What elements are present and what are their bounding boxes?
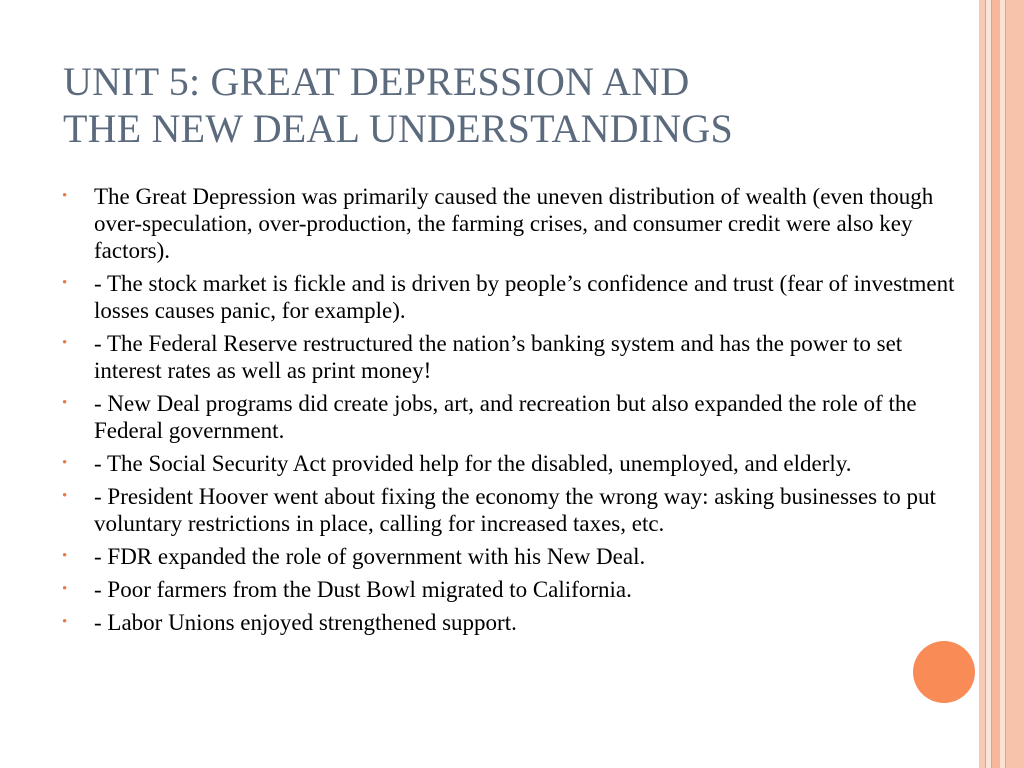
bullet-list xyxy=(60,183,960,642)
bullet-item xyxy=(60,183,960,264)
edge-divider xyxy=(991,0,992,768)
slide-title xyxy=(63,58,943,152)
bullet-dot-icon: • xyxy=(62,548,68,564)
bullet-dot-icon: • xyxy=(62,275,68,291)
bullet-text: - Labor Unions enjoyed strengthened support. xyxy=(94,610,517,635)
bullet-item xyxy=(60,543,960,570)
slide-title-line-1: UNIT 5: GREAT DEPRESSION AND xyxy=(63,59,690,104)
bullet-text: - The Social Security Act provided help for the disabled, unemployed, and elderly. xyxy=(94,451,852,476)
bullet-item xyxy=(60,483,960,537)
bullet-text: - President Hoover went about fixing the economy the wrong way: asking businesses to put voluntary restrictions in place, calling for increased taxes, etc. xyxy=(94,484,936,536)
accent-circle xyxy=(913,641,975,703)
bullet-item xyxy=(60,330,960,384)
slide-title-line-2: THE NEW DEAL UNDERSTANDINGS xyxy=(63,106,733,151)
bullet-item xyxy=(60,576,960,603)
bullet-dot-icon: • xyxy=(62,335,68,351)
bullet-text: - The Federal Reserve restructured the nation’s banking system and has the power to set interest rates as well as print money! xyxy=(94,331,903,383)
bullet-text: - The stock market is fickle and is driven by people’s confidence and trust (fear of investment losses causes panic, for example). xyxy=(94,271,955,323)
bullet-dot-icon: • xyxy=(62,395,68,411)
edge-divider xyxy=(1005,0,1006,768)
bullet-item xyxy=(60,450,960,477)
bullet-text: - FDR expanded the role of government with his New Deal. xyxy=(94,544,646,569)
bullet-text: - New Deal programs did create jobs, art, and recreation but also expanded the role of the Federal government. xyxy=(94,391,917,443)
bullet-dot-icon: • xyxy=(62,188,68,204)
edge-divider xyxy=(985,0,986,768)
bullet-text: The Great Depression was primarily caused the uneven distribution of wealth (even though over-speculation, over-production, the farming crises, and consumer credit were also key factors). xyxy=(94,184,934,263)
bullet-dot-icon: • xyxy=(62,614,68,630)
edge-stripe xyxy=(1006,0,1024,768)
bullet-dot-icon: • xyxy=(62,581,68,597)
bullet-item xyxy=(60,270,960,324)
edge-stripe xyxy=(992,0,1000,768)
bullet-item xyxy=(60,609,960,636)
bullet-item xyxy=(60,390,960,444)
bullet-text: - Poor farmers from the Dust Bowl migrated to California. xyxy=(94,577,632,602)
bullet-dot-icon: • xyxy=(62,455,68,471)
bullet-dot-icon: • xyxy=(62,488,68,504)
